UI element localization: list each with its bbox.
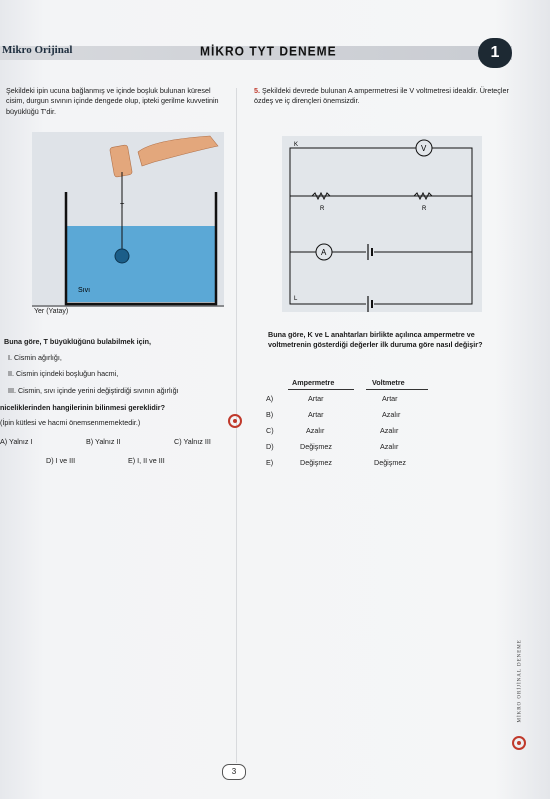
question-5-number: 5. [254,86,260,95]
table-row[interactable] [262,456,422,472]
row-option: A) [266,394,274,403]
row-voltmetre: Artar [382,394,398,403]
answer-table [262,376,422,472]
row-option: E) [266,458,274,467]
question-4-intro: Şekildeki ipin ucuna bağlanmış ve içinde boşluk bulunan küresel cisim, durgun sıvının içinde dengede olup, ipteki gerilme kuvvetinin büyüklüğü T'dir. [6,86,219,116]
label-L: L [294,296,298,302]
label-sivi: Sıvı [78,287,91,294]
table-row[interactable] [262,424,422,440]
row-ampermetre: Artar [308,394,324,403]
brand-logo-text: Mikro Orijinal [2,44,73,56]
question-4-stem: niceliklerinden hangilerinin bilinmesi gereklidir? [0,403,165,412]
label-R2: R [422,206,427,212]
header-underline-1 [288,389,354,390]
row-ampermetre: Artar [308,410,324,419]
page-number-badge: 1 [478,38,512,68]
label-K: K [294,142,299,148]
item-2: II. Cismin içindeki boşluğun hacmi, [8,369,119,378]
row-option: C) [266,426,274,435]
row-voltmetre: Azalır [380,442,399,451]
circuit-diagram [282,136,482,312]
row-option: B) [266,410,274,419]
footer-page-number: 3 [222,764,246,780]
circuit-background [282,136,482,312]
question-4-prompt: Buna göre, T büyüklüğünü bulabilmek için, [4,337,151,346]
page-header [0,38,530,64]
row-voltmetre: Azalır [382,410,401,419]
label-R1: R [320,206,325,212]
row-voltmetre: Azalır [380,426,399,435]
side-label-text: MİKRO ORİJİNAL DENEME [517,639,523,723]
liquid-figure [30,132,226,312]
row-voltmetre: Değişmez [374,458,406,467]
row-ampermetre: Değişmez [300,458,332,467]
side-label [512,610,524,730]
option-c[interactable]: C) Yalnız III [174,437,211,446]
label-V: V [421,144,427,153]
row-ampermetre: Azalır [306,426,325,435]
label-T: T [120,203,125,210]
header-underline-2 [366,389,428,390]
header-title: MİKRO TYT DENEME [200,43,337,59]
footer-emblem-icon [512,736,526,750]
table-row[interactable] [262,408,422,424]
question-5-intro-text: Şekildeki devrede bulunan A ampermetresi ile V voltmetresi idealdir. Üreteçler özdeş ve iç dirençleri önemsizdir. [254,86,509,106]
row-option: D) [266,442,274,451]
brand-emblem-icon [228,414,242,428]
option-b[interactable]: B) Yalnız II [86,437,121,446]
question-4-note: (İpin kütlesi ve hacmi önemsenmemektedir.) [0,418,141,427]
header-voltmetre: Voltmetre [372,378,405,387]
question-5-prompt: Buna göre, K ve L anahtarları birlikte açılınca ampermetre ve voltmetrenin gösterdiği değerler ilk duruma göre nasıl değişir? [268,330,483,350]
table-row[interactable] [262,440,422,456]
label-yer: Yer (Yatay) [34,308,69,315]
header-ampermetre: Ampermetre [292,378,335,387]
sphere [115,249,129,263]
table-row[interactable] [262,392,422,408]
label-A: A [321,248,327,257]
item-3: III. Cismin, sıvı içinde yerini değiştirdiği sıvının ağırlığı [8,386,179,395]
question-5-intro [254,86,512,107]
row-ampermetre: Değişmez [300,442,332,451]
option-e[interactable]: E) I, II ve III [128,456,165,465]
table-header [262,376,422,392]
option-a[interactable]: A) Yalnız I [0,437,33,446]
item-1: I. Cismin ağırlığı, [8,353,62,362]
option-d[interactable]: D) I ve III [46,456,76,465]
